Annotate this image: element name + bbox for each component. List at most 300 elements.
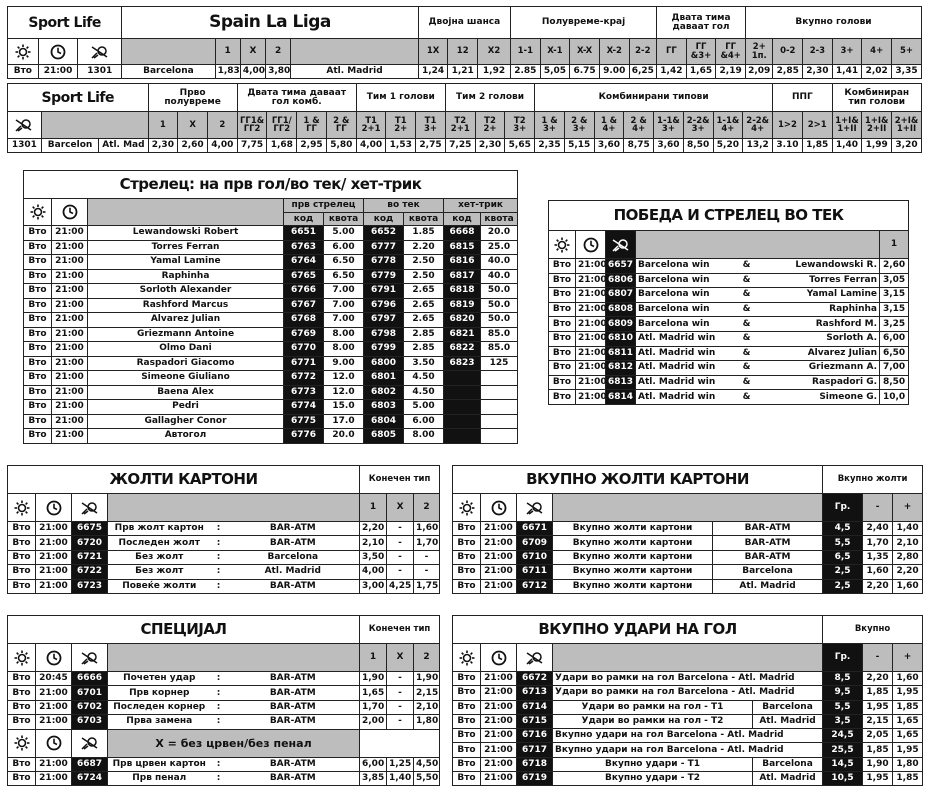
odd-value: 2,95 <box>297 139 327 153</box>
teams: BAR-ATM <box>227 771 360 785</box>
odd-value: 2,40 <box>863 522 893 536</box>
sep: : <box>211 565 227 579</box>
odd-value: 13,2 <box>743 139 773 153</box>
odd-value: 1,85 <box>863 686 893 700</box>
day: Вто <box>8 686 36 700</box>
odd-header: - <box>863 644 893 672</box>
clock-icon-cell <box>481 494 517 522</box>
odd-value: 1,68 <box>267 139 297 153</box>
bet-code <box>444 371 481 386</box>
bet-code <box>444 400 481 415</box>
odd-header: квота <box>404 213 444 226</box>
teams: Atl. Madrid <box>753 714 823 728</box>
amp: & <box>734 331 760 346</box>
player-name: Rashford M. <box>760 317 880 332</box>
odd-value: 3,20 <box>892 139 922 153</box>
day: Вто <box>24 269 52 284</box>
odd-value: 2,19 <box>716 65 746 79</box>
amp: & <box>734 375 760 390</box>
day: Вто <box>453 714 481 728</box>
day: Вто <box>549 361 576 376</box>
bet-code: 6701 <box>72 686 108 700</box>
day: Вто <box>8 536 36 550</box>
odd-value: 6,00 <box>880 331 909 346</box>
odd-value: 2,00 <box>360 715 387 729</box>
odd-header: 4+ <box>862 39 892 65</box>
odd-value: - <box>387 522 414 536</box>
ball-icon-cell <box>8 112 42 139</box>
teams: Barcelona <box>713 565 823 579</box>
odd-header: X <box>387 494 414 522</box>
odd-value: 2,10 <box>360 536 387 550</box>
odd-header: 2>1 <box>802 112 832 139</box>
day: Вто <box>24 371 52 386</box>
bet-code: 6702 <box>72 700 108 714</box>
odd-value: 7.00 <box>324 298 364 313</box>
teams: Barcelona <box>227 550 360 564</box>
time: 21:00 <box>576 390 606 405</box>
odd-value: 3,80 <box>266 65 291 79</box>
odd-header: 1>2 <box>773 112 803 139</box>
time: 21:00 <box>36 686 72 700</box>
odd-value: 7.00 <box>324 313 364 328</box>
group-header: Прво полувреме <box>148 84 237 112</box>
bet-code: 6816 <box>444 255 481 270</box>
odd-value: 2.85 <box>511 65 541 79</box>
odd-value: 1,90 <box>360 672 387 686</box>
odd-value: 50.0 <box>481 298 518 313</box>
odd-value: 1,42 <box>657 65 687 79</box>
time: 21:00 <box>481 757 517 771</box>
total-header: Вкупно <box>823 616 923 644</box>
odd-value: 3,05 <box>880 273 909 288</box>
day: Вто <box>24 298 52 313</box>
bet-code: 6823 <box>444 356 481 371</box>
bet-code: 6821 <box>444 327 481 342</box>
time: 21:00 <box>36 771 72 785</box>
odd-value: 1,70 <box>414 536 440 550</box>
bet-code: 6671 <box>517 522 553 536</box>
time: 21:00 <box>36 700 72 714</box>
total-header: Вкупно жолти <box>823 466 923 494</box>
bet-name: Без жолт <box>108 565 211 579</box>
odd-value: 1,85 <box>893 772 923 786</box>
sun-icon-cell <box>8 729 36 757</box>
bet-code: 6668 <box>444 226 481 241</box>
team-win: Barcelona win <box>636 302 734 317</box>
bet-name: Повеќе жолти <box>108 579 211 593</box>
bet-code: 6791 <box>364 284 404 299</box>
day: Вто <box>8 579 36 593</box>
time: 21:00 <box>481 536 517 550</box>
bet-code: 6813 <box>606 375 636 390</box>
sun-icon <box>554 237 570 253</box>
odd-value <box>481 429 518 444</box>
odd-value: 2,02 <box>862 65 892 79</box>
bet-code: 6763 <box>284 240 324 255</box>
teams: Barcelona <box>753 700 823 714</box>
time: 21:00 <box>52 240 88 255</box>
day: Вто <box>549 259 576 274</box>
odd-value: 6,00 <box>360 757 387 771</box>
shots-table <box>452 615 923 786</box>
odd-header: Т2 3+ <box>505 112 535 139</box>
odd-value: 1,85 <box>863 743 893 757</box>
odd-value: 2,60 <box>178 139 208 153</box>
day: Вто <box>549 302 576 317</box>
bet-code: 6765 <box>284 269 324 284</box>
odd-value <box>481 385 518 400</box>
odd-value: 2,10 <box>414 700 440 714</box>
amp: & <box>734 346 760 361</box>
bet-code: 6778 <box>364 255 404 270</box>
odd-value: - <box>387 565 414 579</box>
bet-code: 6811 <box>606 346 636 361</box>
odd-value: - <box>387 715 414 729</box>
bet-name: Вкупно жолти картони <box>553 550 713 564</box>
bet-code: 6810 <box>606 331 636 346</box>
odd-value: 1,95 <box>893 686 923 700</box>
odd-value: - <box>414 550 440 564</box>
bet-name: Вкупно удари на гол Barcelona - Atl. Madrid <box>553 729 753 743</box>
team-win: Atl. Madrid win <box>636 361 734 376</box>
odd-value: 15.0 <box>324 400 364 415</box>
clock-icon-cell <box>38 39 78 65</box>
bet-name: Прва замена <box>108 715 211 729</box>
section-title: ВКУПНО УДАРИ НА ГОЛ <box>453 616 823 644</box>
odd-header: 1-1& 3+ <box>654 112 684 139</box>
time: 21:00 <box>576 331 606 346</box>
odd-value: 3,35 <box>892 65 922 79</box>
day: Вто <box>24 342 52 357</box>
odd-value: 12.0 <box>324 385 364 400</box>
odd-value: 1,85 <box>802 139 832 153</box>
player-name: Griezmann Antoine <box>88 327 284 342</box>
section-title: СПЕЦИЈАЛ <box>8 616 360 644</box>
odd-header: 1 <box>148 112 178 139</box>
odd-value: 6.75 <box>570 65 600 79</box>
sep: : <box>211 757 227 771</box>
odd-value: 3,15 <box>880 288 909 303</box>
odd-value: - <box>387 700 414 714</box>
odd-value: - <box>387 536 414 550</box>
teams: Atl. Madrid <box>227 565 360 579</box>
odd-value: 40.0 <box>481 255 518 270</box>
odd-value: 7.00 <box>324 284 364 299</box>
ball-icon <box>526 651 544 665</box>
odd-header: квота <box>481 213 518 226</box>
bet-code: 6814 <box>606 390 636 405</box>
blank-header <box>553 644 823 672</box>
player-name: Alvarez Julian <box>88 313 284 328</box>
bet-code: 6797 <box>364 313 404 328</box>
blank-header <box>108 494 360 522</box>
odd-value: 9.00 <box>324 356 364 371</box>
line-value: 24,5 <box>823 729 863 743</box>
odd-value: 1,83 <box>215 65 240 79</box>
group-header: Полувреме-крај <box>511 7 657 39</box>
teams: BAR-ATM <box>227 672 360 686</box>
group-header: во тек <box>364 199 444 213</box>
bet-name: Прв корнер <box>108 686 211 700</box>
sun-icon-cell <box>453 494 481 522</box>
odd-value: 40.0 <box>481 269 518 284</box>
sep: : <box>211 715 227 729</box>
line-value: 5,5 <box>823 700 863 714</box>
amp: & <box>734 273 760 288</box>
odd-value: 8.00 <box>324 342 364 357</box>
odd-header: + <box>893 644 923 672</box>
odd-value: 5,15 <box>564 139 594 153</box>
odd-value: 6.50 <box>324 255 364 270</box>
clock-icon <box>46 650 62 666</box>
bet-code: 6720 <box>72 536 108 550</box>
day: Вто <box>24 313 52 328</box>
section-title: ЖОЛТИ КАРТОНИ <box>8 466 360 494</box>
odd-value: 6.00 <box>404 414 444 429</box>
odd-header: 2-2& 4+ <box>743 112 773 139</box>
ball-icon-cell <box>606 231 636 259</box>
odd-header: X <box>240 39 265 65</box>
odd-header: 2 & ГГ <box>326 112 356 139</box>
time: 21:00 <box>576 317 606 332</box>
odd-value: 6.00 <box>324 240 364 255</box>
odd-value: 5,20 <box>713 139 743 153</box>
odd-value: 85.0 <box>481 342 518 357</box>
time: 21:00 <box>52 313 88 328</box>
bet-code: 6779 <box>364 269 404 284</box>
odd-value: 2,20 <box>360 522 387 536</box>
odd-value: 8,50 <box>683 139 713 153</box>
blank-header <box>636 231 880 259</box>
day: Вто <box>549 346 576 361</box>
odd-header: 2 & 4+ <box>624 112 654 139</box>
time: 21:00 <box>36 565 72 579</box>
odd-header: + <box>893 494 923 522</box>
odd-header: X-1 <box>540 39 570 65</box>
odd-value: 3,60 <box>594 139 624 153</box>
odd-value: 1,40 <box>832 139 862 153</box>
odd-value: 2.50 <box>404 269 444 284</box>
odd-header: ГГ1& ГГ2 <box>237 112 267 139</box>
bet-code: 6710 <box>517 550 553 564</box>
odd-value: 1,25 <box>387 757 414 771</box>
teams: BAR-ATM <box>227 522 360 536</box>
group-header: Комбинирани типови <box>535 84 773 112</box>
odd-header: 1 & 4+ <box>594 112 624 139</box>
day: Вто <box>24 356 52 371</box>
player-name: Gallagher Conor <box>88 414 284 429</box>
odd-value: 8.00 <box>324 327 364 342</box>
clock-icon <box>491 500 507 516</box>
sun-icon <box>459 500 475 516</box>
odd-value: 7,75 <box>237 139 267 153</box>
odd-header: 2+ 1п. <box>745 39 772 65</box>
bet-code: 6772 <box>284 371 324 386</box>
bet-code: 6771 <box>284 356 324 371</box>
clock-icon <box>46 735 62 751</box>
bet-code: 6767 <box>284 298 324 313</box>
odd-header: 1 <box>360 494 387 522</box>
bet-code: 6657 <box>606 259 636 274</box>
sun-icon-cell <box>8 644 36 672</box>
bet-code: 6804 <box>364 414 404 429</box>
amp: & <box>734 317 760 332</box>
line-value: 8,5 <box>823 672 863 686</box>
bet-code: 6819 <box>444 298 481 313</box>
group-header: Вкупно голови <box>745 7 921 39</box>
player-name: Yamal Lamine <box>88 255 284 270</box>
odd-value: 1,65 <box>360 686 387 700</box>
odd-value: 5,50 <box>414 771 440 785</box>
time: 21:00 <box>36 536 72 550</box>
odd-value: - <box>414 565 440 579</box>
bet-code: 6712 <box>517 579 553 593</box>
odd-header: Т1 2+ <box>386 112 416 139</box>
day: Вто <box>453 672 481 686</box>
sun-icon-cell <box>453 644 481 672</box>
line-value: 14,5 <box>823 757 863 771</box>
line-value: 5,5 <box>823 536 863 550</box>
day: Вто <box>24 284 52 299</box>
odd-value: 1,95 <box>863 700 893 714</box>
bet-code: 6722 <box>72 565 108 579</box>
day: Вто <box>453 522 481 536</box>
odd-header: 2-3 <box>803 39 833 65</box>
player-name: Torres Ferran <box>88 240 284 255</box>
bet-name: Прв пенал <box>108 771 211 785</box>
sun-icon <box>14 650 30 666</box>
blank-header <box>108 644 360 672</box>
player-name: Torres Ferran <box>760 273 880 288</box>
odd-value: 4,25 <box>387 579 414 593</box>
odd-header: 2-2 <box>629 39 657 65</box>
day: Вто <box>8 522 36 536</box>
odd-value: 8.00 <box>404 429 444 444</box>
yellow-cards-table <box>7 465 440 594</box>
sep: : <box>211 536 227 550</box>
bet-name: Последен жолт <box>108 536 211 550</box>
teams: BAR-ATM <box>713 522 823 536</box>
odd-value: 2,30 <box>803 65 833 79</box>
clock-icon-cell <box>481 644 517 672</box>
odd-value: 3,00 <box>360 579 387 593</box>
odd-value: 1,21 <box>448 65 478 79</box>
time: 21:00 <box>36 715 72 729</box>
odd-value: 2.20 <box>404 240 444 255</box>
player-name: Baena Alex <box>88 385 284 400</box>
player-name: Raphinha <box>760 302 880 317</box>
odd-header: Т2 2+1 <box>445 112 475 139</box>
sun-icon <box>14 500 30 516</box>
bet-code: 6809 <box>606 317 636 332</box>
time: 21:00 <box>52 342 88 357</box>
odd-header: X <box>178 112 208 139</box>
time: 21:00 <box>481 565 517 579</box>
clock-icon-cell <box>36 644 72 672</box>
odd-value: 3,60 <box>654 139 684 153</box>
odd-value: 2,05 <box>863 729 893 743</box>
time: 21:00 <box>481 743 517 757</box>
brand-logo-2: Sport Life <box>8 84 149 112</box>
bet-code: 6803 <box>364 400 404 415</box>
odd-value: 4,00 <box>356 139 386 153</box>
odd-header: 1+I& 1+II <box>832 112 862 139</box>
player-name: Автогол <box>88 429 284 444</box>
odd-header: ГГ &3+ <box>686 39 716 65</box>
bet-code: 6802 <box>364 385 404 400</box>
team-win: Barcelona win <box>636 259 734 274</box>
bet-name: Вкупно жолти картони <box>553 522 713 536</box>
odd-value: 2.85 <box>404 327 444 342</box>
day: Вто <box>24 255 52 270</box>
odd-value: 2,75 <box>416 139 446 153</box>
day: Вто <box>8 65 39 79</box>
odd-value: 5,65 <box>505 139 535 153</box>
group-header: Тим 1 голови <box>356 84 445 112</box>
day: Вто <box>453 579 481 593</box>
odd-value: 25.0 <box>481 240 518 255</box>
ball-icon-cell <box>72 494 108 522</box>
odd-value: 1,53 <box>386 139 416 153</box>
clock-icon <box>46 500 62 516</box>
odd-value: 1,65 <box>893 729 923 743</box>
odd-header: 2 & 3+ <box>564 112 594 139</box>
amp: & <box>734 259 760 274</box>
bet-name: Вкупно жолти картони <box>553 536 713 550</box>
note-header: X = без црвен/без пенал <box>108 729 360 757</box>
odd-value: - <box>387 672 414 686</box>
bet-code: 6776 <box>284 429 324 444</box>
bet-code: 6770 <box>284 342 324 357</box>
odd-header: 2 <box>207 112 237 139</box>
bet-code: 6718 <box>517 757 553 771</box>
ball-icon <box>526 501 544 515</box>
odd-value: 1,65 <box>893 714 923 728</box>
odd-value: 1,99 <box>862 139 892 153</box>
day: Вто <box>453 565 481 579</box>
blank-header <box>88 199 284 226</box>
odd-value: 1,80 <box>414 715 440 729</box>
ball-icon-cell <box>72 729 108 757</box>
odd-value: 50.0 <box>481 284 518 299</box>
day: Вто <box>453 550 481 564</box>
player-name: Rashford Marcus <box>88 298 284 313</box>
time: 21:00 <box>52 385 88 400</box>
special-table <box>7 615 440 786</box>
time: 21:00 <box>52 327 88 342</box>
line-value: 6,5 <box>823 550 863 564</box>
sep: : <box>211 579 227 593</box>
odd-value: 1,90 <box>863 757 893 771</box>
time: 21:00 <box>481 550 517 564</box>
teams: Atl. Madrid <box>753 772 823 786</box>
odd-value: 2,15 <box>863 714 893 728</box>
bet-code: 6775 <box>284 414 324 429</box>
odd-value: 20.0 <box>481 226 518 241</box>
odd-header: квота <box>324 213 364 226</box>
day: Вто <box>453 729 481 743</box>
day: Вто <box>8 550 36 564</box>
sep: : <box>211 672 227 686</box>
team-win: Atl. Madrid win <box>636 390 734 405</box>
time: 21:00 <box>52 356 88 371</box>
odd-value: 4,00 <box>360 565 387 579</box>
time: 21:00 <box>576 346 606 361</box>
odd-value: 2,20 <box>893 565 923 579</box>
sun-icon <box>459 650 475 666</box>
time: 21:00 <box>481 714 517 728</box>
